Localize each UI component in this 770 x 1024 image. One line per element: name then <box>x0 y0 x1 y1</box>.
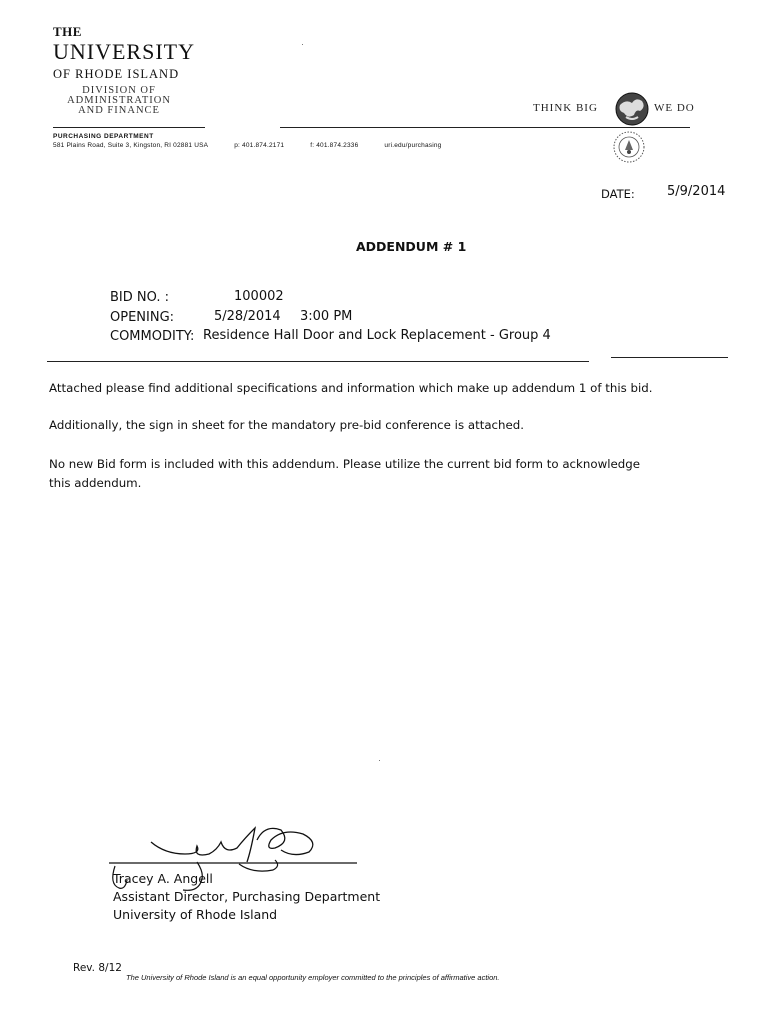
signatory-title: Assistant Director, Purchasing Department <box>113 889 381 904</box>
date-value: 5/9/2014 <box>667 184 726 199</box>
department-web: uri.edu/purchasing <box>384 142 442 149</box>
department-contact <box>53 142 468 149</box>
separator-rule-short <box>611 357 728 358</box>
body-paragraph-3-line-2: this addendum. <box>49 476 142 490</box>
commodity-value: Residence Hall Door and Lock Replacement - Group 4 <box>203 328 551 343</box>
speck <box>379 760 380 761</box>
opening-label: OPENING: <box>110 310 175 325</box>
addendum-title: ADDENDUM # 1 <box>356 239 467 254</box>
department-name: PURCHASING DEPARTMENT <box>53 133 154 140</box>
body-paragraph-1: Attached please find additional specifications and information which make up addendum 1 of this bid. <box>49 381 653 395</box>
globe-logo-icon <box>614 91 650 127</box>
signatory-name: Tracey A. Angell <box>113 871 213 886</box>
department-address: 581 Plains Road, Suite 3, Kingston, RI 02881 USA <box>53 142 209 149</box>
signatory-organization: University of Rhode Island <box>113 907 278 922</box>
body-paragraph-2: Additionally, the sign in sheet for the mandatory pre-bid conference is attached. <box>49 418 525 432</box>
department-phone: p: 401.874.2171 <box>234 142 285 149</box>
letterhead-division: DIVISION OF ADMINISTRATION AND FINANCE <box>67 85 171 116</box>
opening-date: 5/28/2014 <box>214 309 281 324</box>
bid-no-value: 100002 <box>234 289 284 304</box>
speck <box>302 44 303 45</box>
letterhead-rule-left <box>53 127 205 128</box>
opening-time: 3:00 PM <box>300 309 353 324</box>
tagline-we-do: WE DO <box>654 102 695 114</box>
handwritten-signature <box>105 820 365 900</box>
letterhead-rhode-island: OF RHODE ISLAND <box>53 67 180 81</box>
bid-no-label: BID NO. : <box>110 290 169 305</box>
tagline-think-big: THINK BIG <box>533 102 598 114</box>
equal-opportunity-statement: The University of Rhode Island is an equal opportunity employer committed to the principles of affirmative action. <box>126 973 500 982</box>
letterhead-the: THE <box>53 24 82 39</box>
department-fax: f: 401.874.2336 <box>310 142 359 149</box>
letterhead-rule-right <box>280 127 690 128</box>
separator-rule <box>47 361 589 362</box>
letterhead-university: UNIVERSITY <box>53 39 195 64</box>
date-label: DATE: <box>601 187 635 201</box>
commodity-label: COMMODITY: <box>110 329 195 344</box>
body-paragraph-3-line-1: No new Bid form is included with this addendum. Please utilize the current bid form to acknowledge <box>49 457 640 471</box>
revision-note: Rev. 8/12 <box>73 962 122 974</box>
university-seal-icon <box>612 130 646 164</box>
